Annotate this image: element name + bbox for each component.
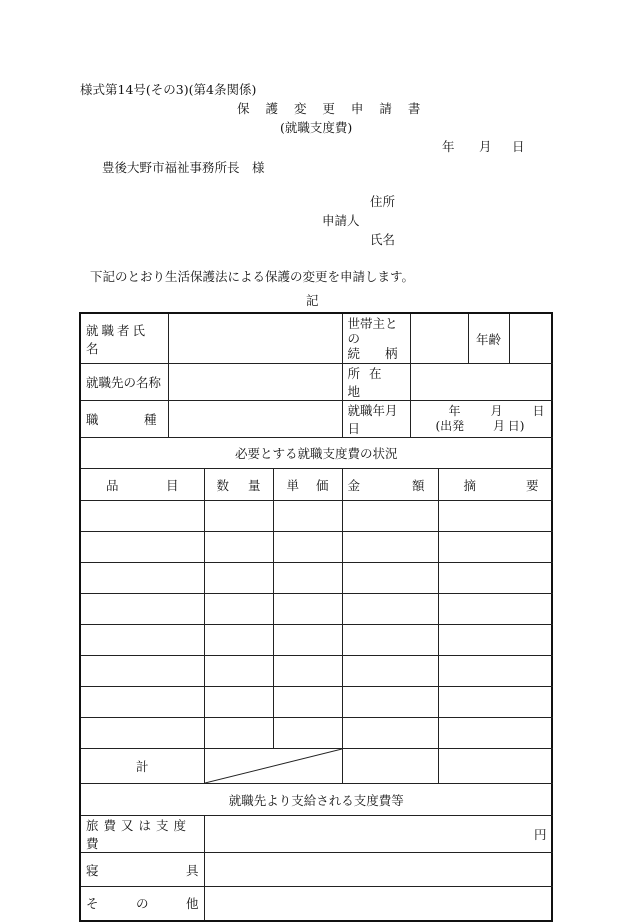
travel-field[interactable]	[204, 816, 552, 853]
col-remarks: 摘 要	[438, 469, 552, 501]
total-amount-field[interactable]	[342, 749, 438, 784]
row-total	[80, 749, 552, 784]
form-number: 様式第14号(その3)(第4条関係)	[80, 82, 257, 97]
total-label: 計	[80, 749, 204, 784]
col-amount: 金 額	[342, 469, 438, 501]
emp-month-label: 月	[490, 404, 503, 418]
relation-label: 世帯主との 続 柄	[342, 313, 410, 364]
needed-section-heading: 必要とする就職支度費の状況	[80, 438, 552, 469]
row-travel	[80, 816, 552, 853]
total-diagonal-cell	[204, 749, 342, 784]
col-item: 品 目	[80, 469, 204, 501]
row-column-headers	[80, 469, 552, 501]
row-occupation	[80, 401, 552, 438]
item-row	[80, 687, 552, 718]
age-field[interactable]	[509, 313, 552, 364]
item-row	[80, 625, 552, 656]
other-field[interactable]	[204, 887, 552, 921]
date-year-label: 年	[442, 139, 455, 154]
row-needed-section	[80, 438, 552, 469]
total-remarks-field[interactable]	[438, 749, 552, 784]
document-subtitle: (就職支度費)	[280, 120, 353, 135]
application-table	[79, 312, 553, 922]
employment-date-label: 就職年月日	[342, 401, 410, 438]
col-unit-price: 単 価	[273, 469, 342, 501]
item-row	[80, 656, 552, 687]
occupation-field[interactable]	[168, 401, 342, 438]
yen-label: 円	[533, 827, 547, 842]
emp-year-label: 年	[448, 404, 461, 418]
location-label: 所在地	[342, 364, 410, 401]
row-bedding	[80, 853, 552, 887]
emp-day-label: 日	[532, 404, 545, 418]
departure-open: (出発	[435, 419, 465, 433]
relation-field[interactable]	[410, 313, 468, 364]
address-label: 住所	[370, 194, 396, 209]
row-employer	[80, 364, 552, 401]
item-row	[80, 501, 552, 532]
statement: 下記のとおり生活保護法による保護の変更を申請します。	[90, 269, 415, 284]
bedding-label: 寝 具	[80, 853, 204, 887]
document-title: 保 護 変 更 申 請 書	[237, 101, 427, 116]
employer-name-label: 就職先の名称	[80, 364, 168, 401]
departure-close: 日)	[507, 419, 525, 433]
row-other	[80, 887, 552, 921]
recipient: 豊後大野市福祉事務所長 様	[102, 160, 265, 175]
ki-label: 記	[306, 293, 319, 308]
item-row	[80, 718, 552, 749]
row-name	[80, 313, 552, 364]
age-label: 年齢	[468, 313, 509, 364]
provided-section-heading: 就職先より支給される支度費等	[80, 784, 552, 816]
employer-name-field[interactable]	[168, 364, 342, 401]
occupation-label: 職 種	[80, 401, 168, 438]
item-row	[80, 532, 552, 563]
employment-date-field[interactable]	[410, 401, 552, 438]
date-month-label: 月	[479, 139, 492, 154]
applicant-label: 申請人	[322, 213, 360, 228]
diagonal-line	[205, 749, 342, 783]
name-label: 氏名	[370, 232, 396, 247]
row-provided-section	[80, 784, 552, 816]
job-seeker-name-label: 就職者氏名	[80, 313, 168, 364]
col-quantity: 数 量	[204, 469, 273, 501]
item-row	[80, 594, 552, 625]
bedding-field[interactable]	[204, 853, 552, 887]
job-seeker-name-field[interactable]	[168, 313, 342, 364]
date-day-label: 日	[512, 139, 525, 154]
other-label: そ の 他	[80, 887, 204, 921]
departure-month-label: 月	[492, 419, 505, 433]
travel-label: 旅費又は支度費	[80, 816, 204, 853]
location-field[interactable]	[410, 364, 552, 401]
item-row	[80, 563, 552, 594]
